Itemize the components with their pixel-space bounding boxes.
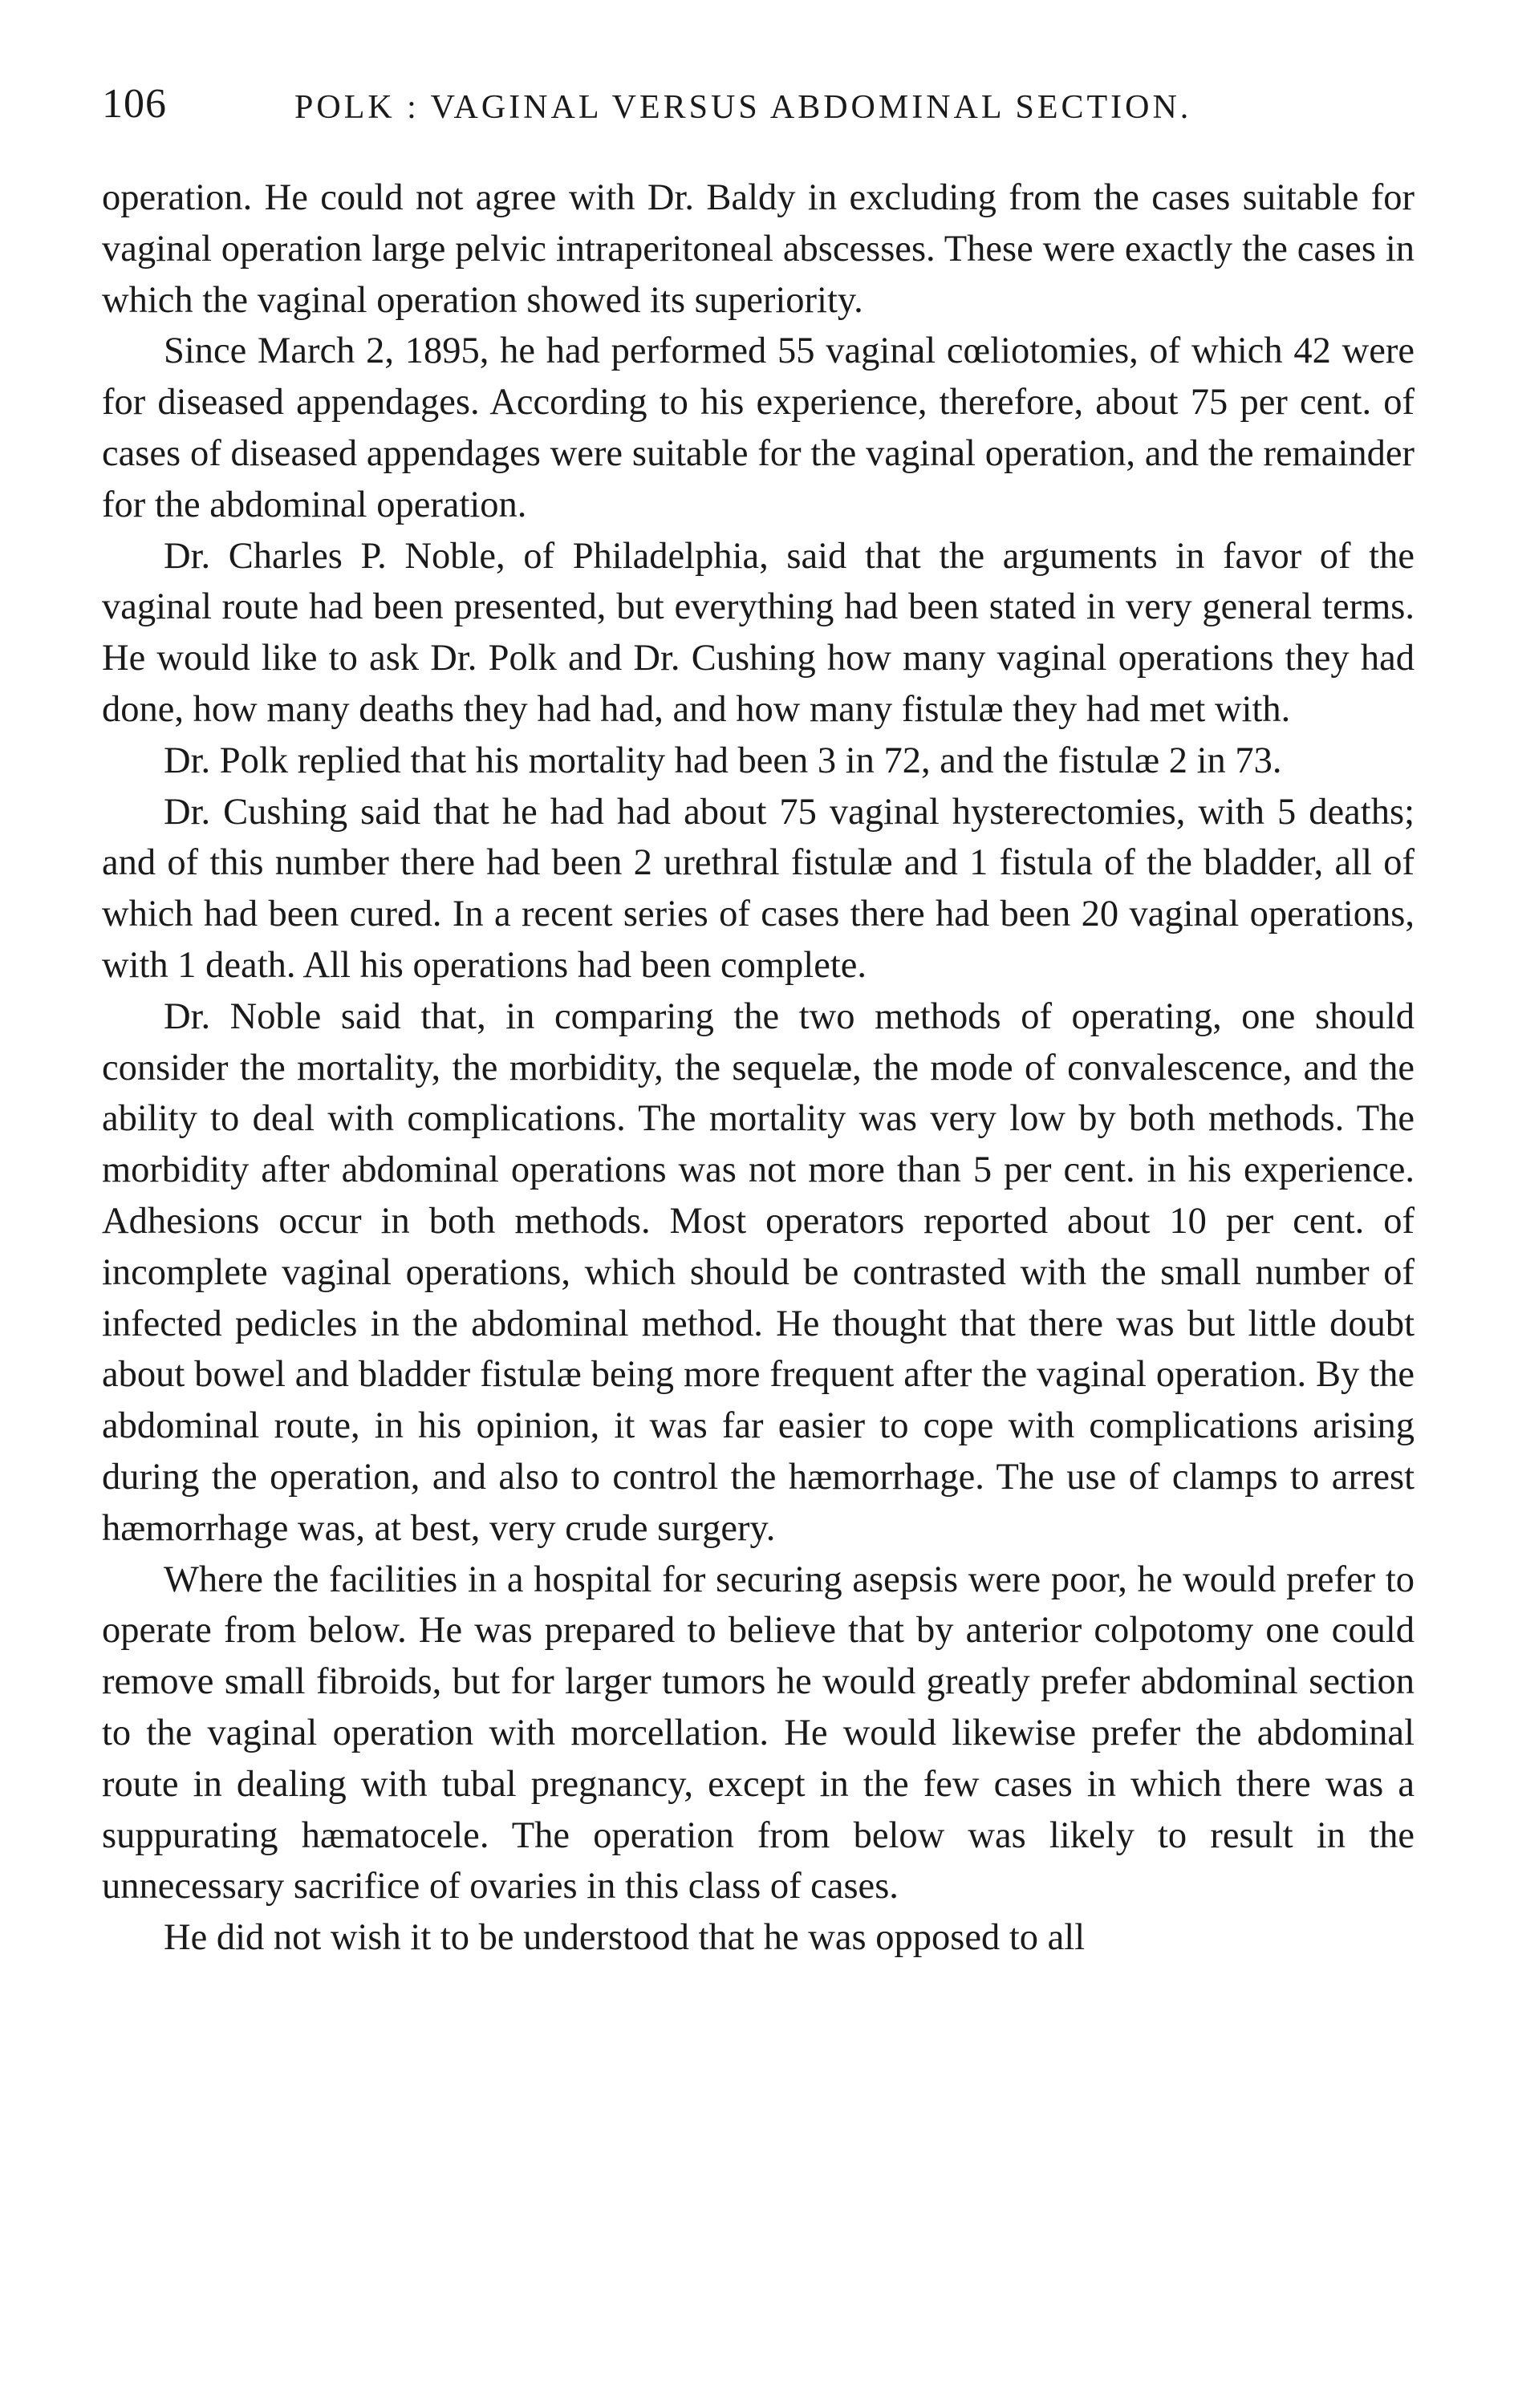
paragraph: Dr. Cushing said that he had had about 75 vaginal hysterectomies, with 5 deaths; and of this number there had been 2 urethral fistulæ and 1 fistula of the bladder, all of which had been cured. In a recent series of cases there had been 20 vaginal operations, with 1 death. All his operations had been complete. — [102, 791, 1415, 986]
paragraph: Dr. Polk replied that his mortality had been 3 in 72, and the fistulæ 2 in 73. — [164, 740, 1282, 781]
paragraph: Dr. Charles P. Noble, of Philadelphia, said that the arguments in favor of the vaginal route had been presented, but everything had been stated in very general terms. He would like to ask Dr. Polk and Dr. Cushing how many vaginal operations they had done, how many deaths they had had, and how many fistulæ they had met with. — [102, 535, 1415, 730]
paragraph: Since March 2, 1895, he had performed 55 vaginal cœliotomies, of which 42 were for diseased appendages. According to his experience, therefore, about 75 per cent. of cases of diseased appendages were suitable for the vaginal operation, and the remainder for the abdominal operation. — [102, 330, 1415, 525]
page-header — [102, 80, 1418, 128]
body-text — [102, 172, 1415, 1964]
paragraph-continuation: operation. He could not agree with Dr. Baldy in excluding from the cases suitable for vaginal operation large pelvic intraperitoneal abscesses. These were exactly the cases in which the vaginal operation showed its superiority. — [102, 177, 1415, 321]
paragraph-last: He did not wish it to be understood that he was opposed to all — [164, 1917, 1086, 1959]
running-head: POLK : VAGINAL VERSUS ABDOMINAL SECTION. — [294, 89, 1192, 126]
paragraph: Dr. Noble said that, in comparing the two methods of operating, one should consider the mortality, the morbidity, the sequelæ, the mode of convalescence, and the ability to deal with complications. The mortality was very low by both methods. The morbidity after abdominal operations was not more than 5 per cent. in his experience. Adhesions occur in both methods. Most operators reported about 10 per cent. of incomplete vaginal operations, which should be contrasted with the small number of infected pedicles in the abdominal method. He thought that there was but little doubt about bowel and bladder fistulæ being more frequent after the vaginal operation. By the abdominal route, in his opinion, it was far easier to cope with complications arising during the operation, and also to control the hæmorrhage. The use of clamps to arrest hæmorrhage was, at best, very crude surgery. — [102, 995, 1415, 1549]
paragraph: Where the facilities in a hospital for securing asepsis were poor, he would prefer to operate from below. He was prepared to believe that by anterior colpotomy one could remove small fibroids, but for larger tumors he would greatly prefer abdominal section to the vaginal operation with morcellation. He would likewise prefer the abdominal route in dealing with tubal pregnancy, except in the few cases in which there was a suppurating hæmatocele. The operation from below was likely to result in the unnecessary sacrifice of ovaries in this class of cases. — [102, 1559, 1415, 1907]
page-number: 106 — [102, 81, 167, 127]
